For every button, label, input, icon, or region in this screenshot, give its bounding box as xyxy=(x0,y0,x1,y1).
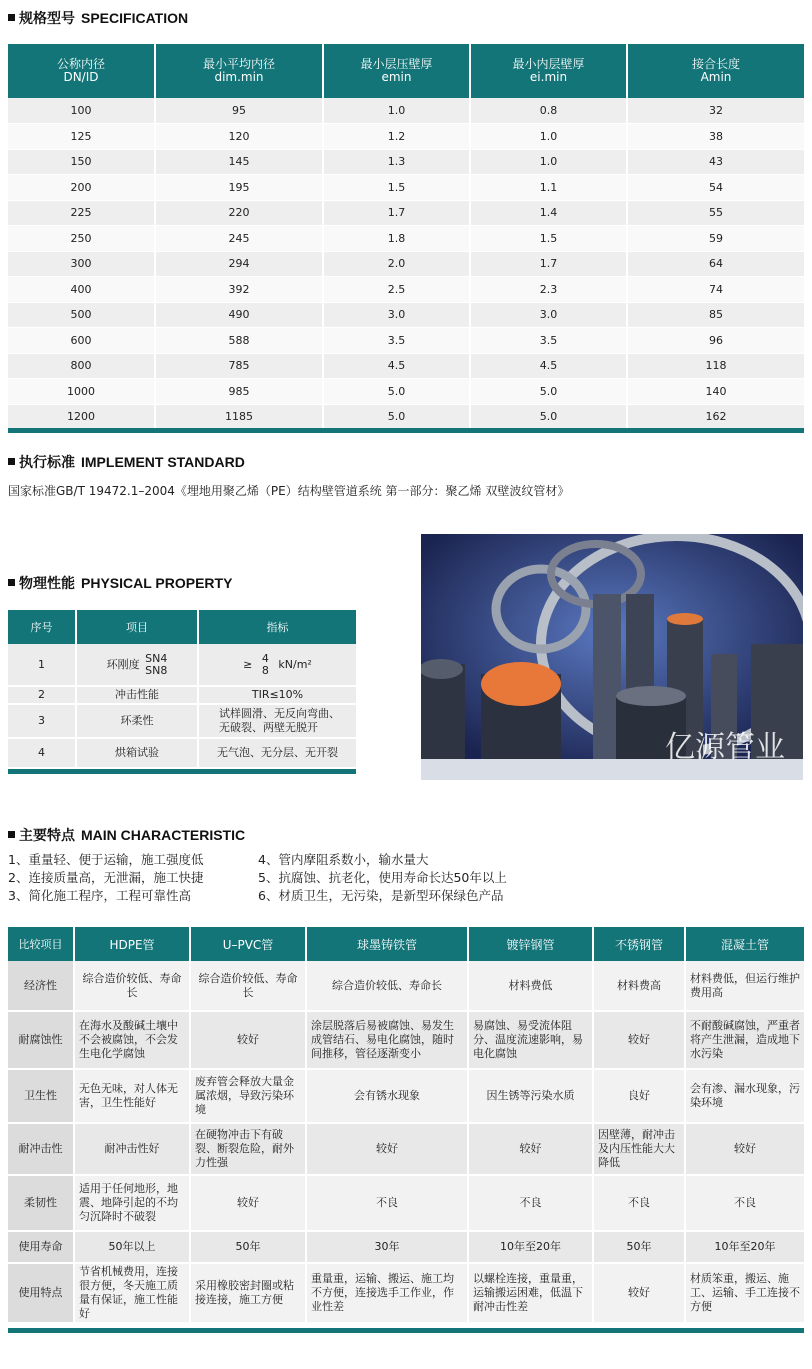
spec-cell: 1.2 xyxy=(323,124,470,150)
comparison-table xyxy=(8,927,804,1324)
physical-cell-item: 冲击性能 xyxy=(76,686,198,704)
spec-cell: 220 xyxy=(155,200,323,226)
compare-cell: 综合造价较低、寿命长 xyxy=(74,961,190,1011)
spec-cell: 125 xyxy=(8,124,155,150)
value-8: 8 xyxy=(261,663,269,677)
spec-cell: 59 xyxy=(627,226,804,252)
table-row xyxy=(8,98,804,124)
spec-table-bottom-bar xyxy=(8,428,804,433)
features-section-title xyxy=(8,825,245,845)
compare-cell: 材料费高 xyxy=(593,961,685,1011)
table-row xyxy=(8,175,804,201)
compare-cell: 较好 xyxy=(685,1123,804,1175)
table-row xyxy=(8,277,804,303)
physical-section-title xyxy=(8,573,232,593)
compare-cell: 较好 xyxy=(468,1123,593,1175)
spec-header-cell xyxy=(470,44,627,98)
spec-cell: 0.8 xyxy=(470,98,627,124)
spec-cell: 5.0 xyxy=(470,404,627,430)
standard-section-title xyxy=(8,452,245,472)
physical-cell-value xyxy=(198,644,356,686)
compare-cell: 30年 xyxy=(306,1231,468,1263)
physical-title-cn: 物理性能 xyxy=(19,576,75,592)
physical-cell-value: 试样圆滑、无反向弯曲、无破裂、两壁无脱开 xyxy=(198,704,356,738)
spec-cell: 250 xyxy=(8,226,155,252)
spec-cell: 785 xyxy=(155,353,323,379)
physical-table-bottom-bar xyxy=(8,769,356,774)
spec-table xyxy=(8,44,804,430)
table-row xyxy=(8,644,356,686)
spec-cell: 1.5 xyxy=(323,175,470,201)
features-title-en: MAIN CHARACTERISTIC xyxy=(81,827,246,843)
features-title-cn: 主要特点 xyxy=(19,828,75,844)
spec-cell: 54 xyxy=(627,175,804,201)
spec-header-en: Amin xyxy=(700,70,732,84)
spec-header-cell xyxy=(627,44,804,98)
compare-header-cell: 比较项目 xyxy=(8,927,74,961)
spec-cell: 1.1 xyxy=(470,175,627,201)
table-row xyxy=(8,704,356,738)
physical-header-item: 项目 xyxy=(76,610,198,644)
compare-cell: 良好 xyxy=(593,1069,685,1123)
physical-cell-no: 2 xyxy=(8,686,76,704)
feature-item: 2、连接质量高，无泄漏，施工快捷 xyxy=(8,870,204,885)
spec-cell: 225 xyxy=(8,200,155,226)
compare-cell: 耐冲击性好 xyxy=(74,1123,190,1175)
spec-cell: 985 xyxy=(155,379,323,405)
grade-sn8: SN8 xyxy=(145,663,168,677)
table-row xyxy=(8,149,804,175)
feature-item: 5、抗腐蚀、抗老化，使用寿命长达50年以上 xyxy=(258,870,507,885)
bullet-square-icon xyxy=(8,831,15,838)
spec-cell: 120 xyxy=(155,124,323,150)
spec-cell: 4.5 xyxy=(323,353,470,379)
compare-cell: 采用橡胶密封圈或粘接连接，施工方便 xyxy=(190,1263,306,1323)
product-photo xyxy=(421,534,803,780)
compare-header-cell: 镀锌钢管 xyxy=(468,927,593,961)
compare-row-label: 耐冲击性 xyxy=(8,1123,74,1175)
spec-cell: 300 xyxy=(8,251,155,277)
standard-text: 国家标准GB/T 19472.1–2004《埋地用聚乙烯（PE）结构壁管道系统 第一部分：聚乙烯 双壁波纹管材》 xyxy=(8,484,570,498)
table-row xyxy=(8,404,804,430)
feature-item: 4、管内摩阻系数小，输水量大 xyxy=(258,852,429,867)
compare-header-cell: HDPE管 xyxy=(74,927,190,961)
physical-title-en: PHYSICAL PROPERTY xyxy=(81,575,233,591)
spec-cell: 100 xyxy=(8,98,155,124)
spec-cell: 85 xyxy=(627,302,804,328)
spec-cell: 1.0 xyxy=(470,124,627,150)
spec-cell: 600 xyxy=(8,328,155,354)
value-4: 4 xyxy=(261,651,269,665)
compare-row-label: 使用寿命 xyxy=(8,1231,74,1263)
spec-cell: 5.0 xyxy=(323,404,470,430)
spec-cell: 400 xyxy=(8,277,155,303)
compare-header-cell: U–PVC管 xyxy=(190,927,306,961)
compare-cell: 重量重，运输、搬运、施工均不方便，连接选手工作业，作业性差 xyxy=(306,1263,468,1323)
compare-cell: 不良 xyxy=(685,1175,804,1231)
compare-cell: 适用于任何地形，地震、地降引起的不均匀沉降时不破裂 xyxy=(74,1175,190,1231)
gte-symbol: ≥ xyxy=(243,657,253,671)
spec-header-cn: 最小层压壁厚 xyxy=(360,57,433,71)
spec-cell: 32 xyxy=(627,98,804,124)
compare-header-cell: 不锈钢管 xyxy=(593,927,685,961)
spec-cell: 1.7 xyxy=(323,200,470,226)
table-row xyxy=(8,328,804,354)
table-row xyxy=(8,1263,804,1323)
table-row xyxy=(8,961,804,1011)
features-right-list xyxy=(258,851,507,905)
spec-cell: 195 xyxy=(155,175,323,201)
compare-cell: 材料费低 xyxy=(468,961,593,1011)
table-row xyxy=(8,1069,804,1123)
compare-row-label: 耐腐蚀性 xyxy=(8,1011,74,1069)
spec-header-en: DN/ID xyxy=(63,70,99,84)
table-row xyxy=(8,1011,804,1069)
spec-cell: 294 xyxy=(155,251,323,277)
compare-cell: 50年 xyxy=(190,1231,306,1263)
spec-cell: 588 xyxy=(155,328,323,354)
compare-header-cell: 混凝土管 xyxy=(685,927,804,961)
spec-header-en: dim.min xyxy=(214,70,264,84)
spec-cell: 2.3 xyxy=(470,277,627,303)
spec-cell: 1000 xyxy=(8,379,155,405)
standard-title-en: IMPLEMENT STANDARD xyxy=(81,454,245,470)
spec-cell: 392 xyxy=(155,277,323,303)
compare-row-label: 经济性 xyxy=(8,961,74,1011)
physical-table xyxy=(8,610,356,769)
spec-cell: 55 xyxy=(627,200,804,226)
compare-cell: 10年至20年 xyxy=(685,1231,804,1263)
spec-title-en: SPECIFICATION xyxy=(81,10,189,26)
spec-cell: 1.3 xyxy=(323,149,470,175)
table-row xyxy=(8,200,804,226)
bullet-square-icon xyxy=(8,579,15,586)
compare-cell: 综合造价较低、寿命长 xyxy=(306,961,468,1011)
compare-cell: 无色无味，对人体无害，卫生性能好 xyxy=(74,1069,190,1123)
spec-cell: 500 xyxy=(8,302,155,328)
spec-header-cn: 接合长度 xyxy=(691,57,740,71)
compare-cell: 节省机械费用，连接很方便，冬天施工质量有保证，施工性能好 xyxy=(74,1263,190,1323)
spec-cell: 43 xyxy=(627,149,804,175)
physical-header-no: 序号 xyxy=(8,610,76,644)
compare-cell: 会有锈水现象 xyxy=(306,1069,468,1123)
spec-cell: 3.0 xyxy=(323,302,470,328)
physical-cell-item: 环柔性 xyxy=(76,704,198,738)
spec-header-cn: 公称内径 xyxy=(56,57,105,71)
table-row xyxy=(8,379,804,405)
spec-cell: 3.0 xyxy=(470,302,627,328)
compare-cell: 废弃管会释放大量金属浓烟，导致污染环境 xyxy=(190,1069,306,1123)
table-row xyxy=(8,353,804,379)
spec-cell: 1.8 xyxy=(323,226,470,252)
spec-cell: 1.5 xyxy=(470,226,627,252)
compare-cell: 50年 xyxy=(593,1231,685,1263)
compare-cell: 较好 xyxy=(306,1123,468,1175)
spec-cell: 95 xyxy=(155,98,323,124)
physical-cell-value: 无气泡、无分层、无开裂 xyxy=(198,738,356,768)
features-left-list xyxy=(8,851,203,905)
compare-cell: 较好 xyxy=(190,1011,306,1069)
compare-cell: 会有渗、漏水现象，污染环境 xyxy=(685,1069,804,1123)
compare-cell: 不良 xyxy=(468,1175,593,1231)
compare-cell: 因壁薄，耐冲击及内压性能大大降低 xyxy=(593,1123,685,1175)
spec-cell: 3.5 xyxy=(470,328,627,354)
compare-cell: 不耐酸碱腐蚀，严重者将产生泄漏，造成地下水污染 xyxy=(685,1011,804,1069)
compare-cell: 不良 xyxy=(593,1175,685,1231)
grade-sn4: SN4 xyxy=(145,651,168,665)
standard-title-cn: 执行标准 xyxy=(19,455,75,471)
spec-cell: 2.0 xyxy=(323,251,470,277)
spec-cell: 245 xyxy=(155,226,323,252)
compare-header-cell: 球墨铸铁管 xyxy=(306,927,468,961)
table-row xyxy=(8,226,804,252)
table-row xyxy=(8,1123,804,1175)
spec-cell: 118 xyxy=(627,353,804,379)
spec-cell: 1.0 xyxy=(470,149,627,175)
compare-row-label: 卫生性 xyxy=(8,1069,74,1123)
compare-cell: 综合造价较低、寿命长 xyxy=(190,961,306,1011)
spec-header-en: emin xyxy=(381,70,412,84)
compare-cell: 不良 xyxy=(306,1175,468,1231)
spec-cell: 5.0 xyxy=(323,379,470,405)
spec-cell: 200 xyxy=(8,175,155,201)
spec-cell: 4.5 xyxy=(470,353,627,379)
physical-cell-no: 1 xyxy=(8,644,76,686)
ring-stiffness-values xyxy=(262,653,269,677)
ring-stiffness-grades xyxy=(145,653,167,677)
spec-cell: 150 xyxy=(8,149,155,175)
spec-cell: 64 xyxy=(627,251,804,277)
physical-cell-item xyxy=(76,644,198,686)
spec-cell: 490 xyxy=(155,302,323,328)
spec-cell: 2.5 xyxy=(323,277,470,303)
spec-header-en: ei.min xyxy=(529,70,568,84)
spec-title-cn: 规格型号 xyxy=(19,11,75,27)
feature-item: 6、材质卫生，无污染，是新型环保绿色产品 xyxy=(258,888,504,903)
compare-row-label: 使用特点 xyxy=(8,1263,74,1323)
compare-cell: 较好 xyxy=(593,1263,685,1323)
table-row xyxy=(8,302,804,328)
spec-cell: 1.0 xyxy=(323,98,470,124)
unit-label: kN/m² xyxy=(278,657,312,671)
spec-cell: 1.4 xyxy=(470,200,627,226)
spec-section-title xyxy=(8,8,188,28)
spec-cell: 145 xyxy=(155,149,323,175)
physical-cell-value: TIR≤10% xyxy=(198,686,356,704)
compare-cell: 在硬物冲击下有破裂、断裂危险，耐外力性强 xyxy=(190,1123,306,1175)
compare-cell: 较好 xyxy=(593,1011,685,1069)
compare-cell: 较好 xyxy=(190,1175,306,1231)
table-row xyxy=(8,124,804,150)
photo-watermark: 亿源管业 xyxy=(665,730,785,765)
spec-header-cell xyxy=(155,44,323,98)
spec-header-cell xyxy=(323,44,470,98)
compare-cell: 在海水及酸碱土壤中不会被腐蚀，不会发生电化学腐蚀 xyxy=(74,1011,190,1069)
spec-header-cn: 最小内层壁厚 xyxy=(512,57,585,71)
spec-cell: 800 xyxy=(8,353,155,379)
bullet-square-icon xyxy=(8,14,15,21)
table-row xyxy=(8,251,804,277)
table-row xyxy=(8,686,356,704)
spec-cell: 140 xyxy=(627,379,804,405)
physical-cell-no: 4 xyxy=(8,738,76,768)
spec-cell: 96 xyxy=(627,328,804,354)
compare-cell: 10年至20年 xyxy=(468,1231,593,1263)
table-row xyxy=(8,1231,804,1263)
ring-stiffness-label: 环刚度 xyxy=(106,657,140,671)
compare-cell: 因生锈等污染水质 xyxy=(468,1069,593,1123)
spec-cell: 5.0 xyxy=(470,379,627,405)
spec-cell: 162 xyxy=(627,404,804,430)
spec-header-cell xyxy=(8,44,155,98)
spec-cell: 1200 xyxy=(8,404,155,430)
bullet-square-icon xyxy=(8,458,15,465)
spec-cell: 1185 xyxy=(155,404,323,430)
spec-cell: 74 xyxy=(627,277,804,303)
spec-cell: 3.5 xyxy=(323,328,470,354)
physical-cell-item: 烘箱试验 xyxy=(76,738,198,768)
spec-header-cn: 最小平均内径 xyxy=(202,57,275,71)
table-row xyxy=(8,738,356,768)
compare-cell: 材质笨重，搬运、施工、运输、手工连接不方便 xyxy=(685,1263,804,1323)
spec-cell: 1.7 xyxy=(470,251,627,277)
compare-cell: 材料费低，但运行维护费用高 xyxy=(685,961,804,1011)
table-row xyxy=(8,1175,804,1231)
compare-row-label: 柔韧性 xyxy=(8,1175,74,1231)
comparison-table-bottom-bar xyxy=(8,1328,804,1333)
compare-cell: 易腐蚀、易受流体阻分、温度流速影响，易电化腐蚀 xyxy=(468,1011,593,1069)
physical-cell-no: 3 xyxy=(8,704,76,738)
feature-item: 1、重量轻、便于运输，施工强度低 xyxy=(8,852,204,867)
compare-cell: 50年以上 xyxy=(74,1231,190,1263)
spec-cell: 38 xyxy=(627,124,804,150)
compare-cell: 以螺栓连接，重量重，运输搬运困难，低温下耐冲击性差 xyxy=(468,1263,593,1323)
physical-header-value: 指标 xyxy=(198,610,356,644)
feature-item: 3、简化施工程序，工程可靠性高 xyxy=(8,888,191,903)
compare-cell: 涂层脱落后易被腐蚀、易发生成管结石、易电化腐蚀，随时间推移，管径逐渐变小 xyxy=(306,1011,468,1069)
